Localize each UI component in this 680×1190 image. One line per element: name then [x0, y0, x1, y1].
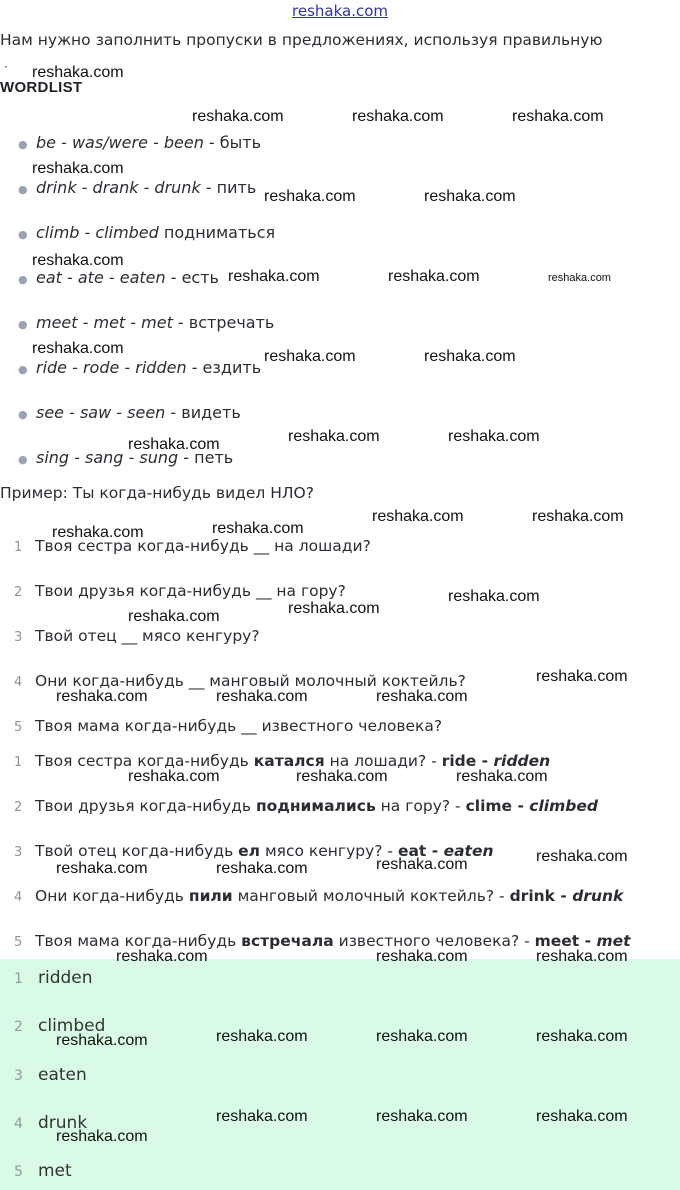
answer-item: 3 eaten [14, 1065, 87, 1085]
watermark: reshaka.com [52, 524, 144, 541]
watermark: reshaka.com [128, 768, 220, 785]
watermark: reshaka.com [448, 428, 540, 445]
bullet-icon: ● [18, 318, 28, 331]
wordlist-item: ● sing - sang - sung - петь [18, 448, 234, 467]
watermark: reshaka.com [192, 108, 284, 125]
watermark: reshaka.com [216, 1028, 308, 1045]
watermark: reshaka.com [264, 348, 356, 365]
watermark: reshaka.com [32, 64, 124, 81]
answer-item: 1 ridden [14, 968, 93, 988]
watermark: reshaka.com [376, 948, 468, 965]
answers-panel [0, 959, 680, 1190]
wordlist-item: ● eat - ate - eaten - есть [18, 268, 219, 287]
watermark: reshaka.com [56, 688, 148, 705]
solution-item: 3 Твой отец когда-нибудь ел мясо кенгуру? - eat - eaten [14, 842, 494, 860]
watermark: reshaka.com [32, 160, 124, 177]
answer-item: 2 climbed [14, 1016, 106, 1036]
watermark: reshaka.com [424, 188, 516, 205]
watermark: reshaka.com [216, 1108, 308, 1125]
watermark: reshaka.com [128, 608, 220, 625]
watermark: reshaka.com [448, 588, 540, 605]
intro-text: Нам нужно заполнить пропуски в предложениях, используя правильную [0, 31, 603, 49]
watermark: reshaka.com [32, 252, 124, 269]
solution-item: 4 Они когда-нибудь пили манговый молочный коктейль? - drink - drunk [14, 887, 624, 905]
watermark: reshaka.com [212, 520, 304, 537]
watermark: reshaka.com [296, 768, 388, 785]
question-item: 2 Твои друзья когда-нибудь __ на гору? [14, 582, 346, 600]
watermark: reshaka.com [216, 860, 308, 877]
solution-item: 2 Твои друзья когда-нибудь поднимались на гору? - clime - climbed [14, 797, 598, 815]
watermark: reshaka.com [376, 856, 468, 873]
watermark: reshaka.com [424, 348, 516, 365]
bullet-icon: ● [18, 228, 28, 241]
site-link[interactable]: reshaka.com [292, 2, 388, 20]
watermark: reshaka.com [536, 1028, 628, 1045]
example-sentence: Пример: Ты когда-нибудь видел НЛО? [0, 484, 314, 502]
watermark: reshaka.com [532, 508, 624, 525]
wordlist-item: ● climb - climbed подниматься [18, 223, 276, 242]
wordlist-item: ● see - saw - seen - видеть [18, 403, 241, 422]
watermark: reshaka.com [388, 268, 480, 285]
solution-item: 1 Твоя сестра когда-нибудь катался на лошади? - ride - ridden [14, 752, 551, 770]
solution-item: 5 Твоя мама когда-нибудь встречала известного человека? - meet - met [14, 932, 631, 950]
bullet-icon: ● [18, 183, 28, 196]
watermark: reshaka.com [536, 948, 628, 965]
bullet-icon: ● [18, 138, 28, 151]
bullet-icon: ● [18, 408, 28, 421]
watermark: reshaka.com [376, 1108, 468, 1125]
watermark: reshaka.com [376, 1028, 468, 1045]
answer-item: 5 met [14, 1161, 72, 1181]
watermark: reshaka.com [288, 428, 380, 445]
watermark: reshaka.com [216, 688, 308, 705]
question-item: 3 Твой отец __ мясо кенгуру? [14, 627, 260, 645]
watermark: reshaka.com [56, 1032, 148, 1049]
watermark: reshaka.com [116, 948, 208, 965]
watermark: reshaka.com [376, 688, 468, 705]
watermark: reshaka.com [32, 340, 124, 357]
watermark: reshaka.com [228, 268, 320, 285]
watermark: reshaka.com [536, 1108, 628, 1125]
watermark: reshaka.com [548, 272, 611, 284]
intro-dot: · [4, 60, 8, 74]
wordlist-item: ● drink - drank - drunk - пить [18, 178, 257, 197]
watermark: reshaka.com [536, 668, 628, 685]
watermark: reshaka.com [536, 848, 628, 865]
watermark: reshaka.com [56, 860, 148, 877]
watermark: reshaka.com [288, 600, 380, 617]
watermark: reshaka.com [352, 108, 444, 125]
watermark: reshaka.com [512, 108, 604, 125]
bullet-icon: ● [18, 363, 28, 376]
watermark: reshaka.com [264, 188, 356, 205]
watermark: reshaka.com [456, 768, 548, 785]
wordlist-item: ● meet - met - met - встречать [18, 313, 275, 332]
wordlist-heading: WORDLIST [0, 79, 83, 96]
wordlist-item: ● ride - rode - ridden - ездить [18, 358, 262, 377]
bullet-icon: ● [18, 453, 28, 466]
bullet-icon: ● [18, 273, 28, 286]
question-item: 1 Твоя сестра когда-нибудь __ на лошади? [14, 537, 371, 555]
watermark: reshaka.com [128, 436, 220, 453]
watermark: reshaka.com [372, 508, 464, 525]
question-item: 4 Они когда-нибудь __ манговый молочный коктейль? [14, 672, 466, 690]
wordlist-item: ● be - was/were - been - быть [18, 133, 262, 152]
question-item: 5 Твоя мама когда-нибудь __ известного человека? [14, 717, 443, 735]
watermark: reshaka.com [56, 1128, 148, 1145]
answer-item: 4 drunk [14, 1113, 88, 1133]
